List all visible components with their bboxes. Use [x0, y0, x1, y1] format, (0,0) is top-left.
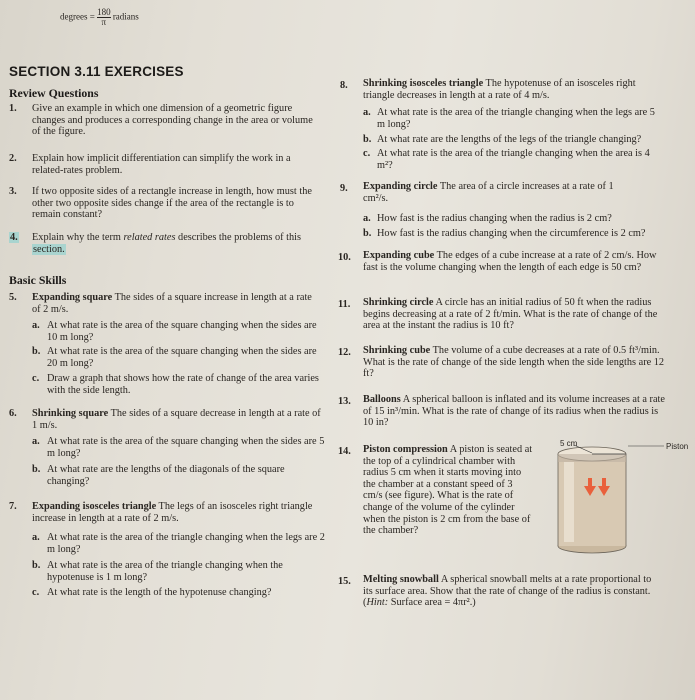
q13-text [363, 394, 668, 429]
q15-hint: Hint: [366, 597, 389, 609]
piston-disc [558, 454, 626, 462]
q13-body: A spherical balloon is inflated and its volume increases at a rate of 15 in³/min. What is the rate of change of its radius when the radius is 10 in? [363, 394, 665, 429]
q6-text [32, 408, 322, 431]
q1-number: 1. [9, 103, 17, 114]
q9b-text: How fast is the radius changing when the circumference is 2 cm? [377, 228, 646, 239]
q6-title: Shrinking square [32, 408, 109, 419]
q9-body: The area of a circle increases at a rate of 1 cm²/s. [363, 181, 614, 204]
q5-number: 5. [9, 292, 17, 303]
q6-number: 6. [9, 408, 17, 419]
q8-text [363, 78, 663, 101]
q9a-text: How fast is the radius changing when the radius is 2 cm? [377, 213, 612, 224]
q12-number: 12. [338, 347, 351, 358]
piston-label: Piston [666, 442, 689, 451]
q13-title: Balloons [363, 394, 401, 405]
q5-text [32, 292, 322, 315]
q10-text [363, 250, 663, 273]
q8c-text: At what rate is the area of the triangle changing when the area is 4 m²? [377, 148, 650, 171]
q10-title: Expanding cube [363, 250, 435, 261]
review-heading: Review Questions [9, 86, 99, 100]
q8a-text: At what rate is the area of the triangle changing when the legs are 5 m long? [377, 107, 655, 130]
formula-fraction [97, 8, 111, 27]
formula-rhs: radians [112, 11, 139, 22]
q5a-label: a. [32, 320, 40, 331]
q12-text [363, 345, 673, 380]
q12-title: Shrinking cube [363, 345, 431, 356]
q7-body: The legs of an isosceles right triangle increase in length at a rate of 2 m/s. [32, 501, 313, 524]
q4-number [9, 232, 19, 243]
q8b-text: At what rate are the lengths of the legs of the triangle changing? [377, 134, 642, 145]
q11-text [363, 297, 663, 332]
q4-post: describes the problems of this [175, 232, 302, 243]
q9-text [363, 181, 633, 204]
q6b-text: At what rate are the lengths of the diagonals of the square changing? [47, 464, 285, 487]
cylinder-highlight [564, 462, 574, 542]
formula-lhs: degrees = [60, 11, 95, 22]
formula-numerator: 180 [97, 7, 111, 17]
q15-title: Melting snowball [363, 574, 439, 585]
q8c-label: c. [363, 148, 371, 159]
q4-line2: section. [33, 243, 65, 255]
q6a-label: a. [32, 436, 40, 447]
q9-title: Expanding circle [363, 181, 438, 192]
q12-body: The volume of a cube decreases at a rate of 0.5 ft³/min. What is the rate of change of the side length when the side lengths are 12 ft? [363, 345, 665, 380]
q7a-text: At what rate is the area of the triangle changing when the legs are 2 m long? [47, 532, 325, 555]
q13-number: 13. [338, 396, 351, 407]
down-arrow-right-stem [602, 478, 606, 487]
q6-body: The sides of a square decrease in length at a rate of 1 m/s. [32, 408, 321, 431]
q3-text: If two opposite sides of a rectangle increase in length, how must the other two opposite sides change if the area of the rectangle is to remain constant? [32, 186, 312, 221]
q15-hint-rest: Surface area = 4πr².) [388, 597, 476, 609]
q9b-label: b. [363, 228, 372, 239]
radius-label: 5 cm [560, 439, 578, 448]
q14-number: 14. [338, 446, 351, 457]
q9-number: 9. [340, 183, 348, 194]
q10-number: 10. [338, 252, 351, 263]
q7-number: 7. [9, 501, 17, 512]
q7a-label: a. [32, 532, 40, 543]
section-title: SECTION 3.11 EXERCISES [9, 64, 184, 79]
q7b-text: At what rate is the area of the triangle changing when the hypotenuse is 1 m long? [47, 560, 283, 583]
q11-number: 11. [338, 299, 351, 310]
q7-text [32, 501, 322, 524]
q7b-label: b. [32, 560, 41, 571]
q14-text [363, 444, 533, 537]
q8b-label: b. [363, 134, 372, 145]
q2-text: Explain how implicit differentiation can simplify the work in a related-rates problem. [32, 153, 291, 176]
basic-skills-heading: Basic Skills [9, 273, 67, 287]
q5b-label: b. [32, 346, 41, 357]
q7c-text: At what rate is the length of the hypotenuse changing? [47, 587, 272, 598]
q8-body: The hypotenuse of an isosceles right triangle decreases in length at a rate of 4 m/s. [363, 78, 636, 101]
q4-pre: Explain why the term [32, 232, 124, 243]
q7-title: Expanding isosceles triangle [32, 501, 157, 512]
q4-text [32, 232, 327, 255]
q9a-label: a. [363, 213, 371, 224]
q5a-text: At what rate is the area of the square changing when the sides are 10 m long? [47, 320, 317, 343]
q2-number: 2. [9, 153, 17, 164]
q3-number: 3. [9, 186, 17, 197]
q15-body: A spherical snowball melts at a rate proportional to its surface area. Show that the rate of change of the radius is constant. ( [363, 574, 652, 609]
conversion-formula [60, 8, 139, 27]
q4-number-highlight: 4. [10, 232, 18, 243]
q10-body: The edges of a cube increase at a rate of 2 cm/s. How fast is the volume changing when the length of each edge is 50 cm? [363, 250, 657, 273]
down-arrow-left-stem [588, 478, 592, 487]
q8-title: Shrinking isosceles triangle [363, 78, 484, 89]
q5-body: The sides of a square increase in length at a rate of 2 m/s. [32, 292, 312, 315]
q5-title: Expanding square [32, 292, 113, 303]
q6b-label: b. [32, 464, 41, 475]
q5c-text: Draw a graph that shows how the rate of change of the area varies with the side length. [47, 373, 319, 396]
q8a-label: a. [363, 107, 371, 118]
q11-body: A circle has an initial radius of 50 ft when the radius begins decreasing at a rate of 2 ft/min. What is the rate of change of the area at the instant the radius is 10 ft? [363, 297, 658, 332]
q5c-label: c. [32, 373, 40, 384]
q15-number: 15. [338, 576, 351, 587]
q15-text [363, 574, 663, 609]
q14-body: A piston is seated at the top of a cylindrical chamber with radius 5 cm when it starts moving into the chamber at a constant speed of 3 cm/s (see figure). What is the rate of change of the volume of the cylinder when the piston is 2 cm from the base of the chamber? [363, 444, 533, 537]
q7c-label: c. [32, 587, 40, 598]
q1-text: Give an example in which one dimension of a geometric figure changes and produces a corresponding change in the area or volume of the figure. [32, 103, 313, 138]
formula-denominator: π [97, 17, 111, 27]
q14-title: Piston compression [363, 444, 448, 455]
piston-figure [536, 438, 695, 560]
q6a-text: At what rate is the area of the square changing when the sides are 5 m long? [47, 436, 325, 459]
q4-emphasis: related rates [123, 232, 176, 243]
q5b-text: At what rate is the area of the square changing when the sides are 20 m long? [47, 346, 317, 369]
q11-title: Shrinking circle [363, 297, 434, 308]
q8-number: 8. [340, 80, 348, 91]
